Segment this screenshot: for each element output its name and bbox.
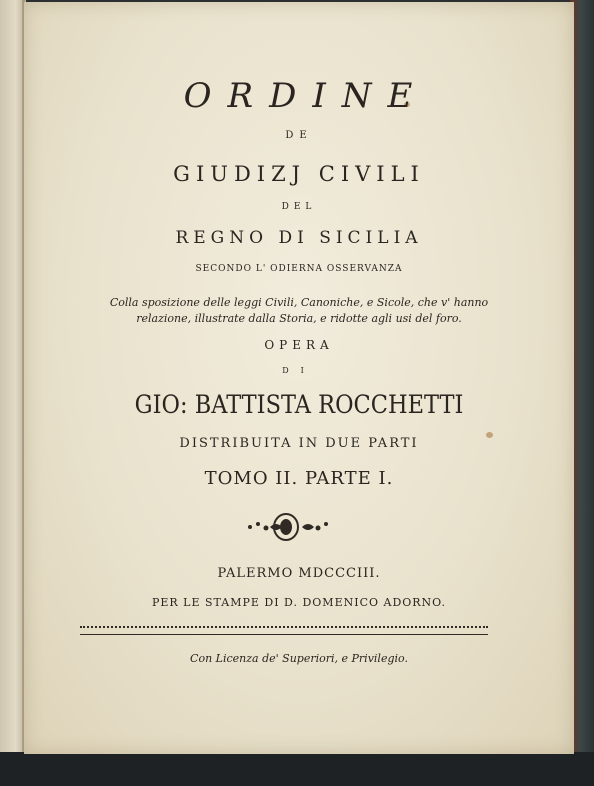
place-date-line: PALERMO MDCCCIII. [217, 566, 381, 581]
distribuita-line: DISTRIBUITA IN DUE PARTI [179, 436, 419, 451]
decorative-rule [80, 626, 488, 635]
licenza-line: Con Licenza de' Superiori, e Privilegio. [190, 652, 408, 665]
author-line: GIO: BATTISTA ROCCHETTI [134, 390, 464, 419]
subject-line: GIUDIZJ CIVILI [173, 162, 425, 186]
di-line: DI [282, 366, 316, 375]
background-shadow [0, 752, 594, 786]
de-line: DE [285, 130, 313, 141]
secondo-line: SECONDO L' ODIERNA OSSERVANZA [195, 264, 403, 274]
fleuron-ornament-icon [24, 512, 574, 542]
printer-line: PER LE STAMPE DI D. DOMENICO ADORNO. [151, 596, 447, 609]
kingdom-line: REGNO DI SICILIA [175, 228, 423, 248]
tomo-line: TOMO II. PARTE I. [204, 468, 394, 489]
description-line-1: Colla sposizione delle leggi Civili, Canoniche, e Sicole, che v' hanno [109, 296, 489, 309]
title: ORDINE [183, 76, 429, 116]
opera-line: OPERA [264, 338, 334, 352]
description-line-2: relazione, illustrate dalla Storia, e ridotte agli usi del foro. [136, 312, 462, 325]
title-page [24, 2, 574, 754]
del-line: DEL [281, 202, 317, 212]
